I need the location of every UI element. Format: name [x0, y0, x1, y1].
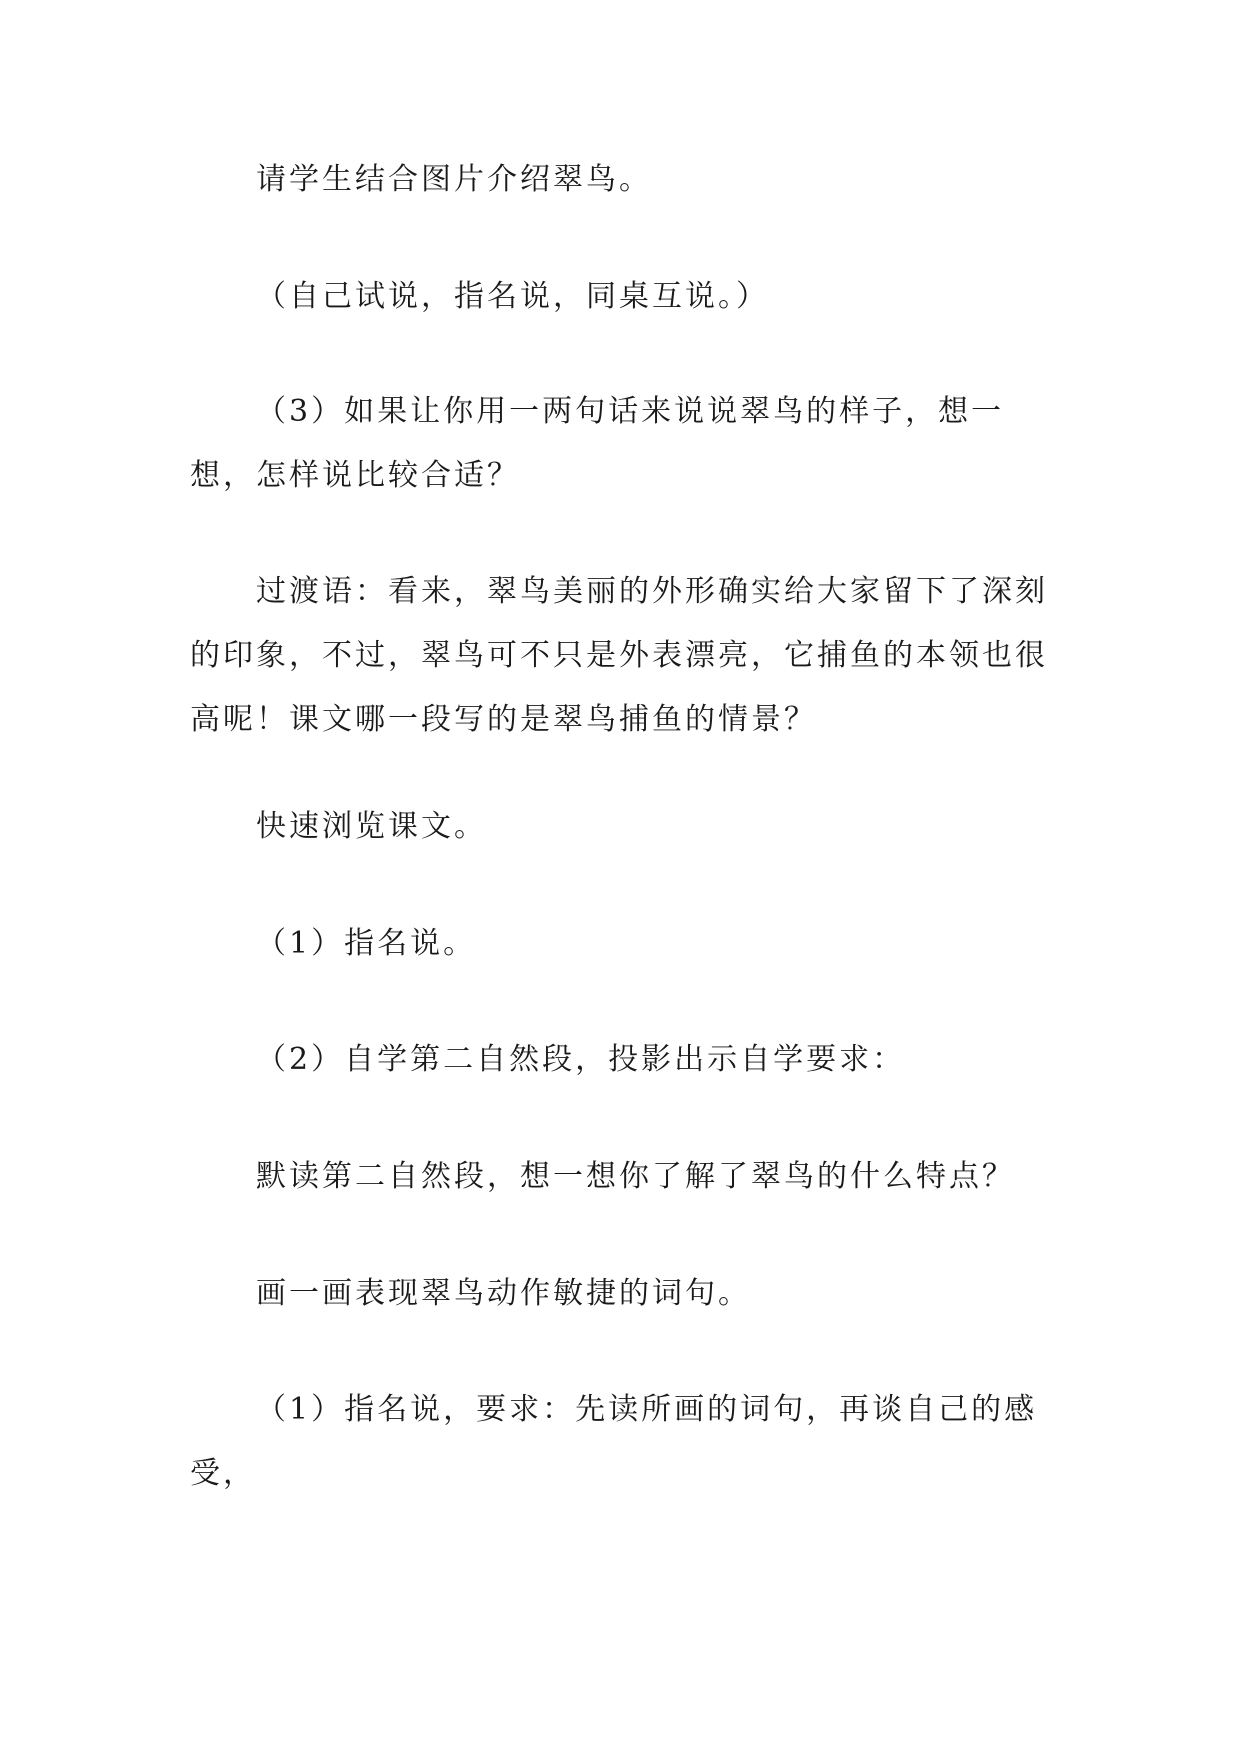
paragraph: （1）指名说。	[256, 926, 477, 961]
paragraph: 快速浏览课文。	[256, 809, 487, 844]
paragraph: （自己试说，指名说，同桌互说。）	[256, 279, 769, 314]
paragraph: （3）如果让你用一两句话来说说翠鸟的样子，想一想，怎样说比较合适？	[190, 394, 1005, 493]
paragraph: 请学生结合图片介绍翠鸟。	[256, 162, 652, 197]
paragraph: （2）自学第二自然段，投影出示自学要求：	[256, 1042, 906, 1077]
paragraph: 默读第二自然段，想一想你了解了翠鸟的什么特点？	[256, 1159, 1015, 1194]
paragraph: 过渡语：看来，翠鸟美丽的外形确实给大家留下了深刻的印象，不过，翠鸟可不只是外表漂亮，它捕鱼的本领也很高呢！课文哪一段写的是翠鸟捕鱼的情景？	[190, 574, 1048, 737]
paragraph: 画一画表现翠鸟动作敏捷的词句。	[256, 1276, 751, 1311]
paragraph: （1）指名说，要求：先读所画的词句，再谈自己的感受，	[190, 1392, 1038, 1491]
